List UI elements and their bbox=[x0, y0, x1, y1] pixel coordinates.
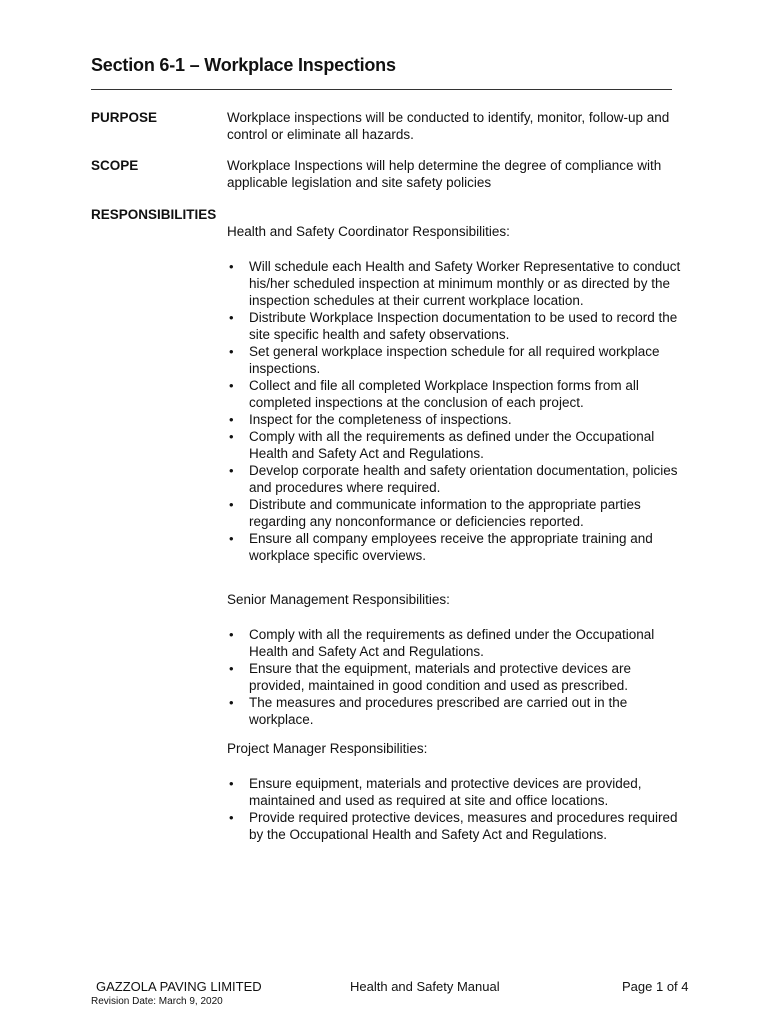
list-item-text: The measures and procedures prescribed are carried out in the workplace. bbox=[249, 695, 628, 727]
list-item bbox=[227, 377, 687, 411]
page-title: Section 6-1 – Workplace Inspections bbox=[91, 55, 396, 75]
list-item-text: Ensure equipment, materials and protective devices are provided, maintained and used as required at site and office locations. bbox=[249, 776, 642, 808]
responsibilities-label: RESPONSIBILITIES bbox=[91, 207, 217, 222]
list-item-text: Provide required protective devices, measures and procedures required by the Occupational Health and Safety Act and Regulations. bbox=[249, 810, 678, 842]
list-item-text: Comply with all the requirements as defined under the Occupational Health and Safety Act and Regulations. bbox=[249, 627, 655, 659]
project-manager-list bbox=[227, 775, 687, 843]
scope-label: SCOPE bbox=[91, 158, 139, 173]
bullet-icon: • bbox=[229, 810, 234, 825]
list-item bbox=[227, 626, 687, 660]
title-divider bbox=[91, 89, 672, 90]
bullet-icon: • bbox=[229, 531, 234, 546]
list-item bbox=[227, 411, 687, 428]
purpose-text: Workplace inspections will be conducted to identify, monitor, follow-up and control or eliminate all hazards. bbox=[227, 110, 670, 142]
bullet-icon: • bbox=[229, 627, 234, 642]
list-item bbox=[227, 809, 687, 843]
senior-management-heading: Senior Management Responsibilities: bbox=[227, 592, 450, 607]
bullet-icon: • bbox=[229, 259, 234, 274]
list-item bbox=[227, 462, 687, 496]
project-manager-heading: Project Manager Responsibilities: bbox=[227, 741, 428, 756]
list-item bbox=[227, 309, 687, 343]
bullet-icon: • bbox=[229, 378, 234, 393]
list-item bbox=[227, 694, 687, 728]
list-item-text: Will schedule each Health and Safety Worker Representative to conduct his/her scheduled inspection at minimum monthly or as directed by the inspection schedules at their current workplace location. bbox=[249, 259, 681, 308]
list-item-text: Distribute Workplace Inspection documentation to be used to record the site specific health and safety observations. bbox=[249, 310, 678, 342]
list-item-text: Collect and file all completed Workplace Inspection forms from all completed inspections at the conclusion of each project. bbox=[249, 378, 639, 410]
bullet-icon: • bbox=[229, 412, 234, 427]
footer-manual-title: Health and Safety Manual bbox=[350, 979, 500, 994]
list-item bbox=[227, 660, 687, 694]
list-item-text: Ensure all company employees receive the appropriate training and workplace specific overviews. bbox=[249, 531, 653, 563]
list-item bbox=[227, 530, 687, 564]
bullet-icon: • bbox=[229, 463, 234, 478]
bullet-icon: • bbox=[229, 497, 234, 512]
purpose-label: PURPOSE bbox=[91, 110, 158, 125]
list-item-text: Inspect for the completeness of inspections. bbox=[249, 412, 512, 427]
footer-page-number: Page 1 of 4 bbox=[622, 979, 689, 994]
list-item bbox=[227, 428, 687, 462]
bullet-icon: • bbox=[229, 429, 234, 444]
list-item-text: Distribute and communicate information to the appropriate parties regarding any nonconformance or deficiencies reported. bbox=[249, 497, 641, 529]
list-item bbox=[227, 258, 687, 309]
footer-company: GAZZOLA PAVING LIMITED bbox=[96, 979, 262, 994]
bullet-icon: • bbox=[229, 661, 234, 676]
list-item bbox=[227, 343, 687, 377]
list-item bbox=[227, 775, 687, 809]
list-item-text: Set general workplace inspection schedule for all required workplace inspections. bbox=[249, 344, 660, 376]
bullet-icon: • bbox=[229, 695, 234, 710]
list-item-text: Develop corporate health and safety orientation documentation, policies and procedures where required. bbox=[249, 463, 678, 495]
list-item bbox=[227, 496, 687, 530]
coordinator-list bbox=[227, 258, 687, 564]
list-item-text: Comply with all the requirements as defined under the Occupational Health and Safety Act and Regulations. bbox=[249, 429, 655, 461]
scope-text: Workplace Inspections will help determine the degree of compliance with applicable legislation and site safety policies bbox=[227, 158, 662, 190]
coordinator-heading: Health and Safety Coordinator Responsibilities: bbox=[227, 224, 510, 239]
senior-management-list bbox=[227, 626, 687, 728]
bullet-icon: • bbox=[229, 776, 234, 791]
list-item-text: Ensure that the equipment, materials and protective devices are provided, maintained in good condition and used as prescribed. bbox=[249, 661, 631, 693]
bullet-icon: • bbox=[229, 344, 234, 359]
footer-revision-date: Revision Date: March 9, 2020 bbox=[91, 996, 223, 1007]
bullet-icon: • bbox=[229, 310, 234, 325]
